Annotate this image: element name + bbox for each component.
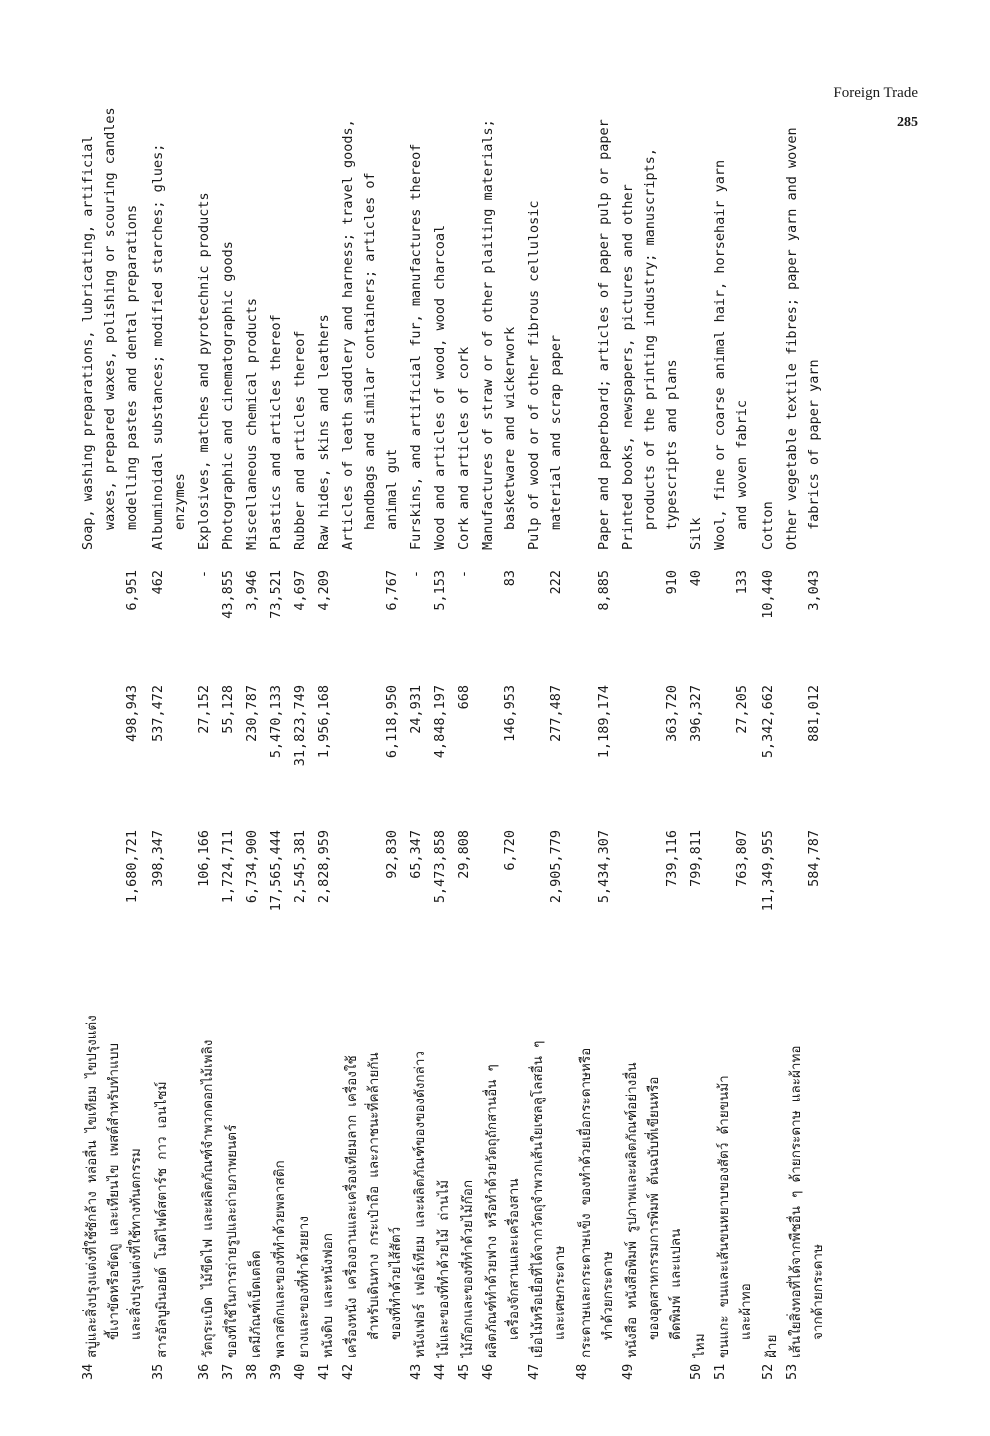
table-row: [384, 140, 406, 1380]
value-col-3: 6,951: [124, 570, 140, 611]
table-row: [806, 140, 828, 1380]
value-col-3: 910: [664, 570, 680, 595]
english-description: products of the printing industry; manuscripts,: [642, 147, 658, 530]
value-col-3: 3,946: [244, 570, 260, 611]
value-col-1: 1,680,721: [124, 830, 140, 904]
english-description: and woven fabric: [734, 399, 750, 530]
value-col-2: 881,012: [806, 685, 822, 742]
row-number: 52: [760, 1363, 776, 1380]
table-row: [480, 119, 502, 1380]
row-number: 34: [80, 1363, 96, 1380]
row-number: 41: [316, 1363, 332, 1380]
english-description: modelling pastes and dental preparations: [124, 204, 140, 530]
value-col-2: 27,205: [734, 685, 750, 734]
english-description: Manufactures of straw or of other plaiting materials;: [480, 119, 496, 550]
table-row: [124, 140, 146, 1380]
row-number: 44: [432, 1363, 448, 1380]
value-col-2: 6,118,950: [384, 685, 400, 759]
section-title: Foreign Trade: [833, 85, 918, 101]
value-col-3: 8,885: [596, 570, 612, 611]
english-description: Silk: [688, 517, 704, 550]
english-description: basketware and wickerwork: [502, 326, 518, 530]
row-number: 37: [220, 1363, 236, 1380]
thai-description: และสิ่งปรุงแต่งที่ใช้ทางทันตกรรม: [128, 1148, 144, 1340]
thai-description: ขี้เงาขัดหรือขัดถู และเทียนไข เพสต์สำหรับทำแบบ: [106, 1043, 122, 1340]
table-row: [150, 140, 172, 1380]
value-col-1: 92,830: [384, 830, 400, 879]
thai-description: ไหม: [692, 1333, 708, 1358]
row-number: 42: [340, 1363, 356, 1380]
table-row: [456, 140, 478, 1380]
english-description: Furskins, and artificial fur, manufactures thereof: [408, 143, 424, 550]
english-description: Plastics and articles thereof: [268, 314, 284, 550]
value-col-3: 462: [150, 570, 166, 595]
value-col-1: 5,434,307: [596, 830, 612, 904]
english-description: Rubber and articles thereof: [292, 330, 308, 550]
english-description: Articles of leath saddlery and harness; travel goods,: [340, 119, 356, 550]
value-col-3: -: [456, 570, 472, 579]
value-col-2: 24,931: [408, 685, 424, 734]
value-col-3: 4,209: [316, 570, 332, 611]
english-description: enzymes: [172, 473, 188, 530]
value-col-2: 230,787: [244, 685, 260, 742]
table-row: [664, 140, 686, 1380]
value-col-2: 55,128: [220, 685, 236, 734]
table-row: [642, 140, 664, 1380]
table-row: [292, 140, 314, 1380]
value-col-3: 73,521: [268, 570, 284, 619]
english-description: Cork and articles of cork: [456, 346, 472, 550]
table-row: [760, 140, 782, 1380]
row-number: 38: [244, 1363, 260, 1380]
value-col-3: 43,855: [220, 570, 236, 619]
english-description: Paper and paperboard; articles of paper pulp or paper: [596, 119, 612, 550]
thai-description: ของอุตสาหกรรมการพิมพ์ ต้นฉบับที่เขียนหรือ: [646, 1076, 662, 1340]
row-number: 46: [480, 1363, 496, 1380]
table-row: [316, 140, 338, 1380]
value-col-3: 5,153: [432, 570, 448, 611]
row-number: 39: [268, 1363, 284, 1380]
value-col-3: 133: [734, 570, 750, 595]
thai-description: ของที่ใช้ในการถ่ายรูปและถ่ายภาพยนตร์: [224, 1124, 240, 1358]
thai-description: กระดาษและกระดาษแข็ง ของทำด้วยเยื่อกระดาษหรือ: [578, 1047, 594, 1358]
thai-description: เส้นใยสิ่งทอที่ได้จากพืชอื่น ๆ ด้ายกระดาษ และผ้าทอ: [788, 1045, 804, 1358]
row-number: 36: [196, 1363, 212, 1380]
row-number: 50: [688, 1363, 704, 1380]
thai-description: เยื่อไม้หรือเยื่อที่ได้จากวัตถุจำพวกเส้นใยเซลลูโลสอื่น ๆ: [530, 1040, 546, 1358]
table-row: [596, 119, 618, 1380]
thai-description: สำหรับเดินทาง กระเป๋าถือ และภาชนะที่คล้ายกัน: [366, 1052, 382, 1340]
table-row: [362, 140, 384, 1380]
table-row: [526, 140, 548, 1380]
table-row: [548, 140, 570, 1380]
value-col-1: 5,473,858: [432, 830, 448, 904]
row-number: 48: [574, 1363, 590, 1380]
table-row: [688, 140, 710, 1380]
table-row: [502, 140, 524, 1380]
value-col-2: 396,327: [688, 685, 704, 742]
english-description: Soap, washing preparations, lubricating, artificial: [80, 135, 96, 550]
thai-description: วัตถุระเบิด ไม้ขีดไฟ และผลิตภัณฑ์จำพวกดอกไม้เพลิง: [200, 1039, 216, 1358]
table-row: [712, 140, 734, 1380]
table-row: [408, 140, 430, 1380]
english-description: typescripts and plans: [664, 359, 680, 530]
value-col-1: 2,545,381: [292, 830, 308, 904]
english-description: animal gut: [384, 448, 400, 530]
value-col-1: 106,166: [196, 830, 212, 887]
value-col-1: 2,828,959: [316, 830, 332, 904]
english-description: Other vegetable textile fibres; paper yarn and woven: [784, 127, 800, 550]
value-col-1: 398,347: [150, 830, 166, 887]
english-description: material and scrap paper: [548, 334, 564, 530]
row-number: 53: [784, 1363, 800, 1380]
thai-description: เครื่องหนัง เครื่องอานและเครื่องเทียมลาก เครื่องใช้: [344, 1055, 360, 1358]
value-col-2: 277,487: [548, 685, 564, 742]
thai-description: หนังเฟอร์ เฟอร์เทียม และผลิตภัณฑ์ของของดังกล่าว: [412, 1051, 428, 1358]
value-col-1: 11,349,955: [760, 830, 776, 912]
value-col-1: 1,724,711: [220, 830, 236, 904]
value-col-1: 6,720: [502, 830, 518, 871]
thai-description: สบู่และสิ่งปรุงแต่งที่ใช้ซักล้าง หล่อลื่น ไขเทียม ไขปรุงแต่ง: [84, 1015, 100, 1358]
value-col-1: 584,787: [806, 830, 822, 887]
thai-description: ขนแกะ ขนและเส้นขนหยาบของสัตว์ ด้ายขนม้า: [716, 1075, 732, 1358]
thai-description: ผลิตภัณฑ์ทำด้วยฟาง หรือทำด้วยวัตถุถักสานอื่น ๆ: [484, 1064, 500, 1358]
value-col-2: 146,953: [502, 685, 518, 742]
value-col-1: 6,734,900: [244, 830, 260, 904]
row-number: 51: [712, 1363, 728, 1380]
thai-description: เคมีภัณฑ์เบ็ดเตล็ด: [248, 1250, 264, 1358]
english-description: Miscellaneous chemical products: [244, 298, 260, 550]
value-col-3: 40: [688, 570, 704, 587]
value-col-2: 537,472: [150, 685, 166, 742]
table-row: [784, 127, 806, 1380]
english-description: Printed books, newspapers, pictures and other: [620, 184, 636, 550]
value-col-1: 763,807: [734, 830, 750, 887]
value-col-3: -: [196, 570, 212, 579]
value-col-3: 83: [502, 570, 518, 587]
thai-description: จากด้ายกระดาษ: [810, 1244, 826, 1340]
english-description: handbags and similar containers; articles of: [362, 172, 378, 530]
thai-description: ยางและของที่ทำด้วยยาง: [296, 1216, 312, 1358]
thai-description: พลาสติกและของที่ทำด้วยพลาสติก: [272, 1160, 288, 1358]
thai-description: ฝ้าย: [764, 1334, 780, 1358]
value-col-2: 31,823,749: [292, 685, 308, 767]
value-col-2: 363,720: [664, 685, 680, 742]
row-number: 47: [526, 1363, 542, 1380]
thai-description: ไม้และของที่ทำด้วยไม้ ถ่านไม้: [436, 1180, 452, 1358]
trade-table: [70, 107, 860, 1380]
page-number: 285: [897, 115, 918, 130]
table-row: [102, 107, 124, 1380]
thai-description: หนังดิบ และหนังฟอก: [320, 1233, 336, 1358]
english-description: Raw hides, skins and leathers: [316, 314, 332, 550]
table-row: [734, 140, 756, 1380]
row-number: 49: [620, 1363, 636, 1380]
row-number: 35: [150, 1363, 166, 1380]
value-col-3: 4,697: [292, 570, 308, 611]
table-row: [196, 140, 218, 1380]
english-description: Photographic and cinematographic goods: [220, 241, 236, 550]
value-col-3: 222: [548, 570, 564, 595]
page-header: [833, 78, 918, 138]
value-col-2: 5,342,662: [760, 685, 776, 759]
value-col-3: 3,043: [806, 570, 822, 611]
value-col-2: 1,956,168: [316, 685, 332, 759]
value-col-1: 799,811: [688, 830, 704, 887]
english-description: Cotton: [760, 501, 776, 550]
table-row: [172, 140, 194, 1380]
english-description: Wool, fine or coarse animal hair, horsehair yarn: [712, 159, 728, 550]
value-col-2: 668: [456, 685, 472, 710]
english-description: waxes, prepared waxes, polishing or scouring candles: [102, 107, 118, 530]
value-col-2: 5,470,133: [268, 685, 284, 759]
value-col-2: 1,189,174: [596, 685, 612, 759]
english-description: Wood and articles of wood, wood charcoal: [432, 224, 448, 550]
thai-description: ไม้ก๊อกและของที่ทำด้วยไม้ก๊อก: [460, 1179, 476, 1358]
table-row: [220, 140, 242, 1380]
thai-description: ของที่ทำด้วยไส้สัตว์: [388, 1226, 404, 1340]
value-col-2: 498,943: [124, 685, 140, 742]
value-col-1: 29,808: [456, 830, 472, 879]
thai-description: ทำด้วยกระดาษ: [600, 1251, 616, 1340]
value-col-3: 6,767: [384, 570, 400, 611]
thai-description: สารอัลบูมินอยด์ โมดิไฟด์สตาร์ช กาว เอนไซม์: [154, 1081, 170, 1358]
table-row: [574, 140, 596, 1380]
value-col-1: 17,565,444: [268, 830, 284, 912]
thai-description: เครื่องจักสานและเครื่องสาน: [506, 1178, 522, 1340]
table-row: [80, 135, 102, 1380]
value-col-3: -: [408, 570, 424, 579]
row-number: 45: [456, 1363, 472, 1380]
value-col-3: 10,440: [760, 570, 776, 619]
thai-description: และเศษกระดาษ: [552, 1245, 568, 1340]
english-description: Pulp of wood or of other fibrous cellulosic: [526, 200, 542, 550]
table-row: [268, 140, 290, 1380]
english-description: Explosives, matches and pyrotechnic products: [196, 192, 212, 550]
thai-description: หนังสือ หนังสือพิมพ์ รูปภาพและผลิตภัณฑ์อย่างอื่น: [624, 1062, 640, 1358]
row-number: 43: [408, 1363, 424, 1380]
value-col-1: 739,116: [664, 830, 680, 887]
value-col-2: 27,152: [196, 685, 212, 734]
value-col-2: 4,848,197: [432, 685, 448, 759]
table-row: [432, 140, 454, 1380]
table-row: [340, 119, 362, 1380]
thai-description: และผ้าทอ: [738, 1283, 754, 1340]
english-description: Albuminoidal substances; modified starches; glues;: [150, 143, 166, 550]
value-col-1: 2,905,779: [548, 830, 564, 904]
value-col-1: 65,347: [408, 830, 424, 879]
thai-description: ดีดพิมพ์ และแปลน: [668, 1228, 684, 1340]
row-number: 40: [292, 1363, 308, 1380]
table-row: [620, 140, 642, 1380]
table-row: [244, 140, 266, 1380]
english-description: fabrics of paper yarn: [806, 359, 822, 530]
